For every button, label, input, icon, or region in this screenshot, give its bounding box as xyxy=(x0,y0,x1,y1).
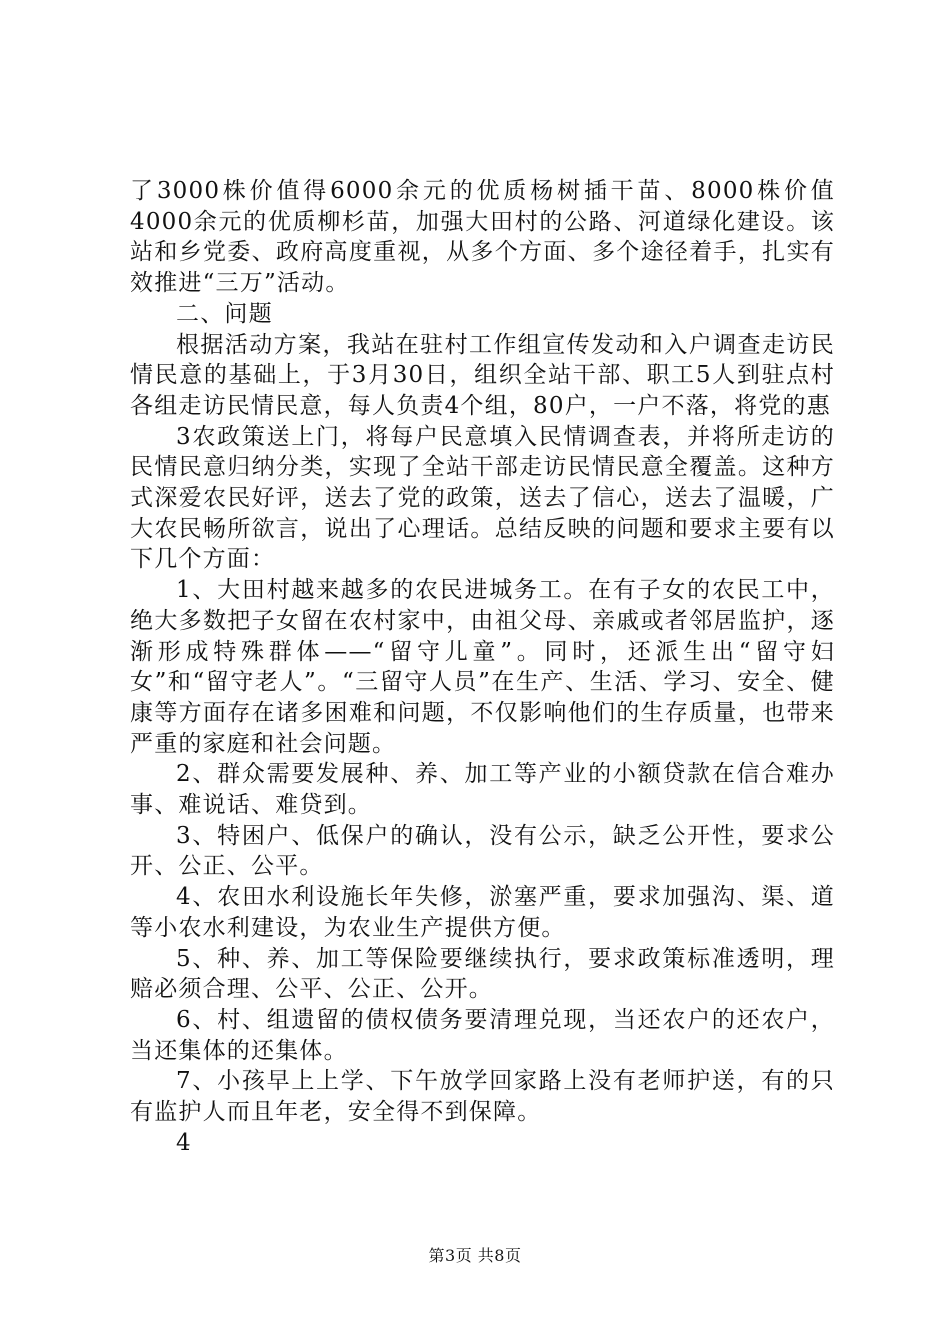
paragraph-continuation: 了3000株价值得6000余元的优质杨树插干苗、8000株价值4000余元的优质柳杉苗，加强大田村的公路、河道绿化建设。该站和乡党委、政府高度重视，从多个方面、多个途径着手，扎实有效推进“三万”活动。 xyxy=(130,178,835,297)
list-item-7: 7、小孩早上上学、下午放学回家路上没有老师护送，有的只有监护人而且年老，安全得不到保障。 xyxy=(130,1068,835,1126)
page-footer: 第3页 共8页 xyxy=(428,1246,522,1265)
document-body xyxy=(130,176,835,1159)
list-item-4: 4、农田水利设施长年失修，淤塞严重，要求加强沟、渠、道等小农水利建设，为农业生产提供方便。 xyxy=(130,884,835,941)
paragraph-survey-intro: 根据活动方案，我站在驻村工作组宣传发动和入户调查走访民情民意的基础上，于3月30日，组织全站干部、职工5人到驻点村各组走访民情民意，每人负责4个组，80户，一户不落，将党的惠 xyxy=(130,331,835,419)
list-item-5: 5、种、养、加工等保险要继续执行，要求政策标准透明，理赔必须合理、公平、公正、公开。 xyxy=(130,945,835,1003)
list-item-3: 3、特困户、低保户的确认，没有公示，缺乏公开性，要求公开、公正、公平。 xyxy=(130,822,835,880)
section-heading-problems: 二、问题 xyxy=(176,300,273,327)
paragraph-survey-results: 3农政策送上门，将每户民意填入民情调查表，并将所走访的民情民意归纳分类，实现了全站干部走访民情民意全覆盖。这种方式深爱农民好评，送去了党的政策，送去了信心，送去了温暖，广大农民畅所欲言，说出了心理话。总结反映的问题和要求主要有以下几个方面： xyxy=(130,423,835,573)
list-item-6: 6、村、组遗留的债权债务要清理兑现，当还农户的还农户，当还集体的还集体。 xyxy=(130,1006,835,1064)
list-item-1: 1、大田村越来越多的农民进城务工。在有子女的农民工中，绝大多数把子女留在农村家中，由祖父母、亲戚或者邻居监护，逐渐形成特殊群体——“留守儿童”。同时，还派生出“留守妇女”和“留守老人”。“三留守人员”在生产、生活、学习、安全、健康等方面存在诸多困难和问题，不仅影响他们的生存质量，也带来严重的家庭和社会问题。 xyxy=(130,577,835,757)
list-item-2: 2、群众需要发展种、养、加工等产业的小额贷款在信合难办事、难说话、难贷到。 xyxy=(130,761,835,819)
trailing-number: 4 xyxy=(176,1129,192,1156)
